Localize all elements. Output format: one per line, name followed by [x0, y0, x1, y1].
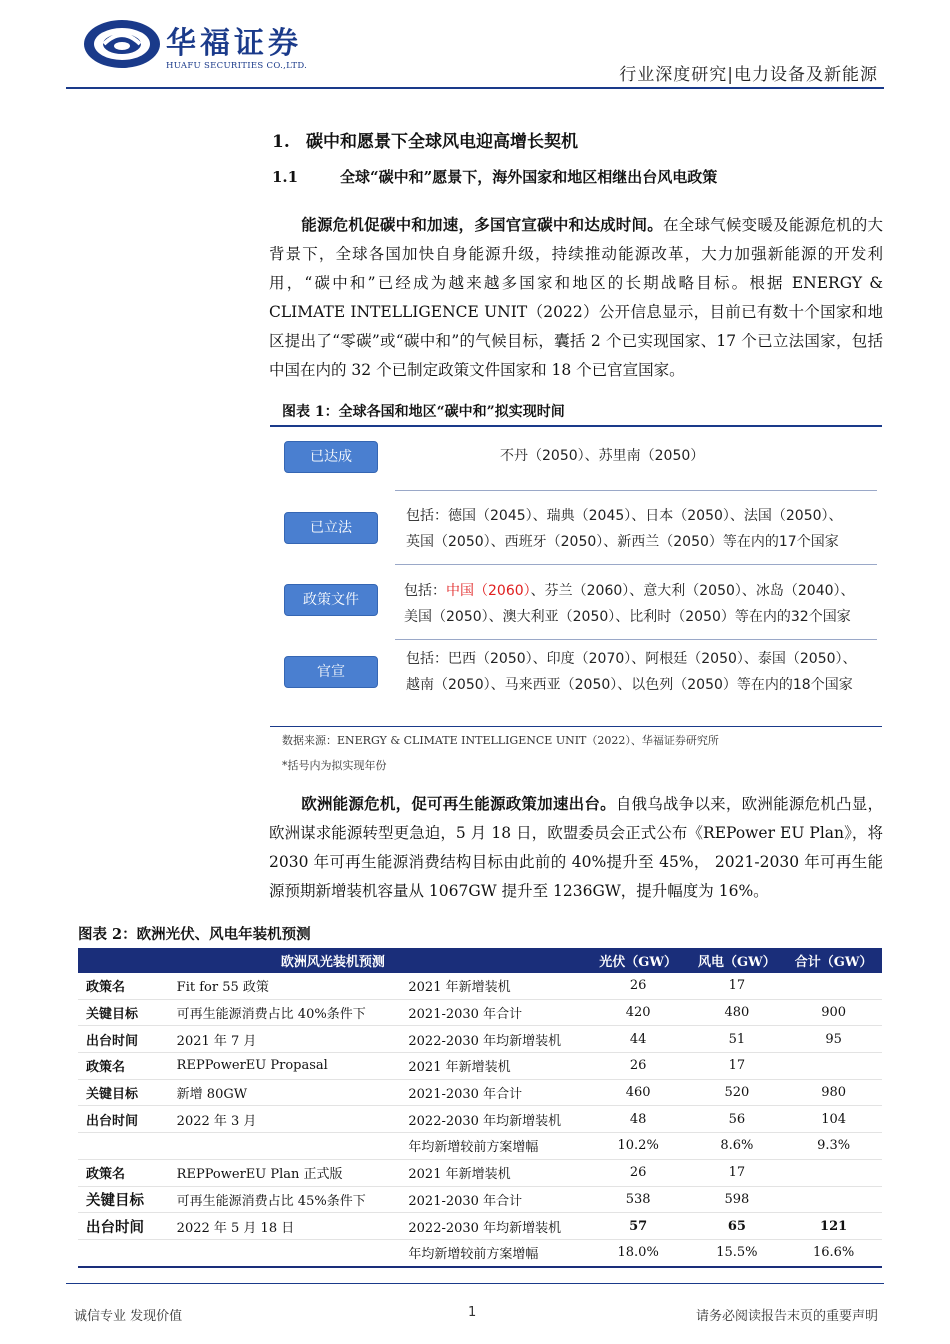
- figure-1-note: *括号内为拟实现年份: [282, 759, 387, 772]
- policy-detail: 2022 年 3 月: [169, 1106, 401, 1133]
- table-row: [78, 1159, 882, 1186]
- solar-value: 18.0%: [588, 1239, 689, 1266]
- subsection-number: 1.1: [272, 168, 299, 186]
- wind-value: 65: [689, 1213, 786, 1240]
- row-label: 政策名: [78, 1053, 169, 1080]
- wind-value: 598: [689, 1186, 786, 1213]
- row-label: [78, 1239, 169, 1266]
- china-highlight: 中国（2060）: [446, 583, 531, 599]
- section-title: 碳中和愿景下全球风电迎高增长契机: [306, 132, 578, 152]
- solar-value: 26: [588, 973, 689, 999]
- metric: 年均新增较前方案增幅: [400, 1239, 587, 1266]
- tag-policy-document: 政策文件: [284, 584, 378, 616]
- solar-value: 460: [588, 1079, 689, 1106]
- solar-value: 10.2%: [588, 1133, 689, 1160]
- row-divider: [395, 564, 877, 565]
- table-row: [78, 999, 882, 1026]
- total-value: 95: [785, 1026, 882, 1053]
- tag-announced: 官宣: [284, 656, 378, 688]
- table-header-row: [78, 948, 882, 973]
- total-value: [785, 1053, 882, 1080]
- metric: 2022-2030 年均新增装机: [400, 1026, 587, 1053]
- announced-countries-line1: 包括：巴西（2050）、印度（2070）、阿根廷（2050）、泰国（2050）、: [406, 651, 857, 667]
- report-section-label: 行业深度研究|电力设备及新能源: [619, 65, 878, 85]
- section-number: 1.: [272, 132, 290, 152]
- solar-value: 44: [588, 1026, 689, 1053]
- header-wind: 风电（GW）: [689, 948, 786, 973]
- wind-value: 17: [689, 1159, 786, 1186]
- metric: 2021 年新增装机: [400, 973, 587, 999]
- wind-value: 17: [689, 973, 786, 999]
- paragraph-lead: 欧洲能源危机，促可再生能源政策加速出台。: [301, 794, 616, 813]
- brand-name-en: HUAFU SECURITIES CO.,LTD.: [166, 61, 308, 71]
- metric: 2022-2030 年均新增装机: [400, 1106, 587, 1133]
- total-value: [785, 973, 882, 999]
- wind-value: 51: [689, 1026, 786, 1053]
- solar-value: 48: [588, 1106, 689, 1133]
- tag-achieved: 已达成: [284, 441, 378, 473]
- metric: 2021 年新增装机: [400, 1053, 587, 1080]
- metric: 2021-2030 年合计: [400, 999, 587, 1026]
- subsection-title: 全球“碳中和”愿景下，海外国家和地区相继出台风电政策: [340, 168, 718, 186]
- header-divider: [66, 87, 884, 89]
- total-value: 16.6%: [785, 1239, 882, 1266]
- legislated-countries-line2: 英国（2050）、西班牙（2050）、新西兰（2050）等在内的17个国家: [406, 534, 839, 550]
- row-label: 关键目标: [78, 1079, 169, 1106]
- announced-countries-line2: 越南（2050）、马来西亚（2050）、以色列（2050）等在内的18个国家: [406, 677, 853, 693]
- brand-name-cn: 华福证券: [166, 26, 302, 61]
- wind-value: 15.5%: [689, 1239, 786, 1266]
- figure-1-body: [270, 427, 882, 727]
- section-heading-1: [272, 127, 578, 152]
- total-value: 980: [785, 1079, 882, 1106]
- solar-value: 538: [588, 1186, 689, 1213]
- figure-2-title: 图表 2：欧洲光伏、风电年装机预测: [78, 926, 311, 943]
- table-row: [78, 1239, 882, 1266]
- header-total: 合计（GW）: [785, 948, 882, 973]
- row-label: 出台时间: [78, 1213, 169, 1240]
- section-heading-1-1: [272, 166, 717, 187]
- solar-value: 26: [588, 1053, 689, 1080]
- policy-detail: 2021 年 7 月: [169, 1026, 401, 1053]
- total-value: 121: [785, 1213, 882, 1240]
- metric: 2021-2030 年合计: [400, 1186, 587, 1213]
- figure-1-bottom-rule: [270, 726, 882, 727]
- policy-detail: REPPowerEU Plan 正式版: [169, 1159, 401, 1186]
- footer-divider: [66, 1283, 884, 1284]
- europe-installation-table: [78, 948, 882, 1268]
- tag-legislated: 已立法: [284, 512, 378, 544]
- policy-detail: 可再生能源消费占比 45%条件下: [169, 1186, 401, 1213]
- metric: 年均新增较前方案增幅: [400, 1133, 587, 1160]
- table-row: [78, 1079, 882, 1106]
- row-label: 关键目标: [78, 999, 169, 1026]
- metric: 2022-2030 年均新增装机: [400, 1213, 587, 1240]
- paragraph-europe-energy: [269, 789, 883, 906]
- solar-value: 57: [588, 1213, 689, 1240]
- table-row: [78, 1026, 882, 1053]
- footer-slogan: 诚信专业 发现价值: [74, 1309, 183, 1324]
- achieved-countries: 不丹（2050）、苏里南（2050）: [500, 448, 705, 464]
- paragraph-lead: 能源危机促碳中和加速，多国官宣碳中和达成时间。: [301, 215, 663, 234]
- row-divider: [395, 490, 877, 491]
- solar-value: 420: [588, 999, 689, 1026]
- row-label: 政策名: [78, 1159, 169, 1186]
- header-solar: 光伏（GW）: [588, 948, 689, 973]
- metric: 2021 年新增装机: [400, 1159, 587, 1186]
- row-label: 出台时间: [78, 1026, 169, 1053]
- total-value: [785, 1186, 882, 1213]
- table-row: [78, 973, 882, 999]
- paragraph-body: 自俄乌战争以来，欧洲能源危机凸显，欧洲谋求能源转型更急迫，5 月 18 日，欧盟委员会正式公布《REPower EU Plan》，将 2030 年可再生能源消费结构目标由此前的 40%提升至 45%， 2021-2030 年可再生能源预期新增装机容量从 1067GW 提升至 1236GW，提升幅度为 16%。: [269, 795, 883, 900]
- total-value: 104: [785, 1106, 882, 1133]
- header-forecast: 欧洲风光装机预测: [78, 948, 588, 973]
- logo-emblem-icon: [82, 18, 162, 70]
- wind-value: 8.6%: [689, 1133, 786, 1160]
- paragraph-carbon-neutral: [269, 210, 883, 385]
- table-row: [78, 1053, 882, 1080]
- table-row: [78, 1106, 882, 1133]
- solar-value: 26: [588, 1159, 689, 1186]
- figure-1-title: 图表 1：全球各国和地区“碳中和”拟实现时间: [282, 404, 565, 420]
- legislated-countries-line1: 包括：德国（2045）、瑞典（2045）、日本（2050）、法国（2050）、: [406, 508, 843, 524]
- total-value: 900: [785, 999, 882, 1026]
- company-logo: [82, 18, 322, 74]
- policy-countries-line1: 包括：中国（2060）、芬兰（2060）、意大利（2050）、冰岛（2040）、: [404, 583, 855, 599]
- row-divider: [395, 639, 877, 640]
- wind-value: 17: [689, 1053, 786, 1080]
- row-label: 政策名: [78, 973, 169, 999]
- policy-detail: REPPowerEU Propasal: [169, 1053, 401, 1080]
- policy-detail: [169, 1239, 401, 1266]
- row-label: 关键目标: [78, 1186, 169, 1213]
- table-row: [78, 1213, 882, 1240]
- figure-1-source: 数据来源：ENERGY & CLIMATE INTELLIGENCE UNIT（2022）、华福证券研究所: [282, 734, 719, 747]
- wind-value: 56: [689, 1106, 786, 1133]
- policy-detail: 可再生能源消费占比 40%条件下: [169, 999, 401, 1026]
- policy-countries-line2: 美国（2050）、澳大利亚（2050）、比利时（2050）等在内的32个国家: [404, 609, 851, 625]
- table-row: [78, 1186, 882, 1213]
- footer-disclaimer: 请务必阅读报告末页的重要声明: [695, 1309, 878, 1324]
- wind-value: 480: [689, 999, 786, 1026]
- policy-detail: 2022 年 5 月 18 日: [169, 1213, 401, 1240]
- paragraph-body: 在全球气候变暖及能源危机的大背景下，全球各国加快自身能源升级，持续推动能源改革，大力加强新能源的开发利用，“碳中和”已经成为越来越多国家和地区的长期战略目标。根据 ENERGY & CLIMATE INTELLIGENCE UNIT（2022）公开信息显示，目前已有数十个国家和地区提出了“零碳”或“碳中和”的气候目标，囊括 2 个已实现国家、17 个已立法国家，包括中国在内的 32 个已制定政策文件国家和 18 个已官宣国家。: [269, 216, 883, 379]
- policy-detail: [169, 1133, 401, 1160]
- wind-value: 520: [689, 1079, 786, 1106]
- policy-detail: 新增 80GW: [169, 1079, 401, 1106]
- page-number: 1: [468, 1305, 477, 1320]
- row-label: 出台时间: [78, 1106, 169, 1133]
- policy-detail: Fit for 55 政策: [169, 973, 401, 999]
- total-value: 9.3%: [785, 1133, 882, 1160]
- row-label: [78, 1133, 169, 1160]
- total-value: [785, 1159, 882, 1186]
- metric: 2021-2030 年合计: [400, 1079, 587, 1106]
- table-row: [78, 1133, 882, 1160]
